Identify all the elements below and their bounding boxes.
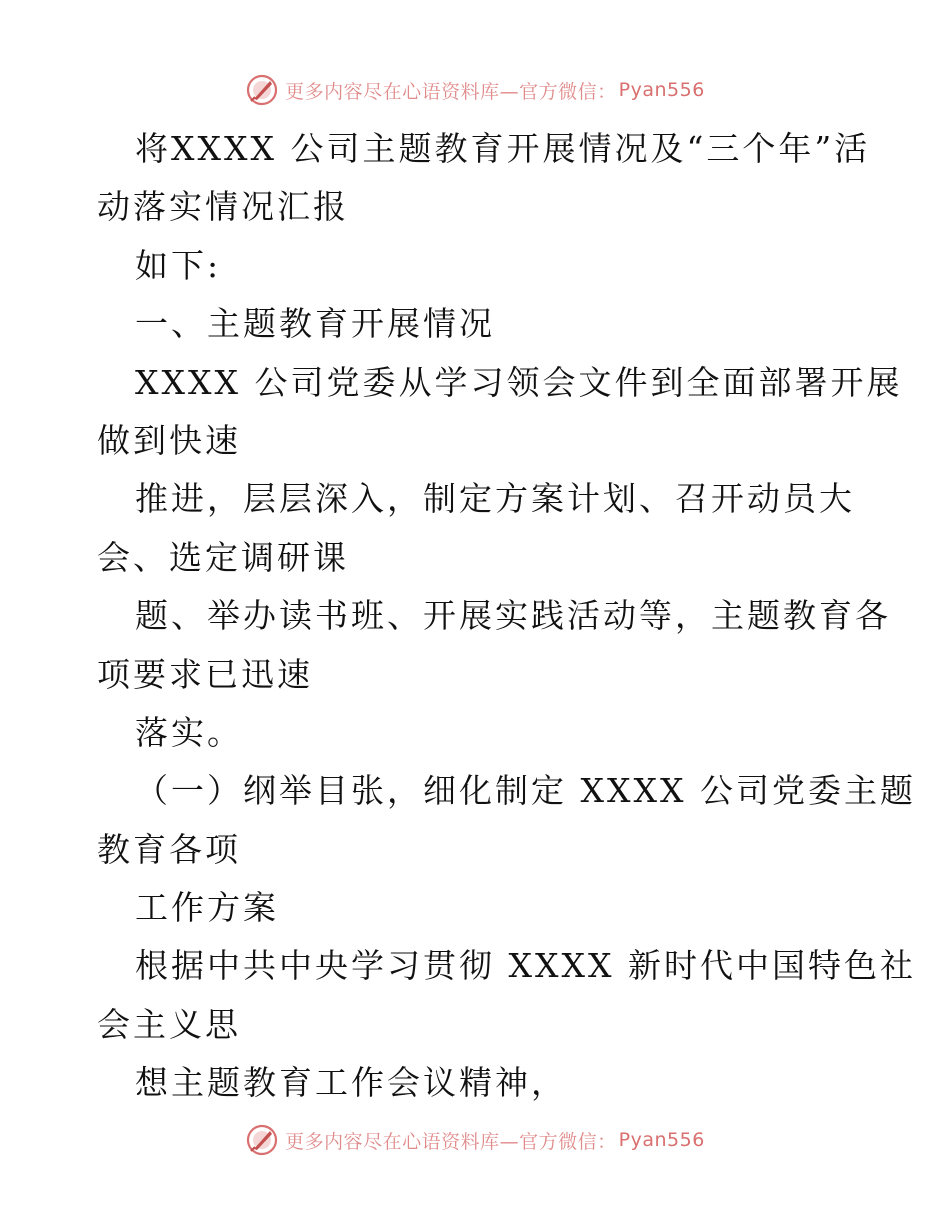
text-line: 做到快速 xyxy=(97,420,241,460)
text-line: 如下: xyxy=(135,245,222,285)
text-line: 题、举办读书班、开展实践活动等，主题教育各 xyxy=(135,596,891,636)
text-line: 工作方案 xyxy=(135,888,279,928)
document-body xyxy=(97,120,916,1113)
watermark-text: 更多内容尽在心语资料库—官方微信： xyxy=(285,1130,617,1153)
text-line: 教育各项 xyxy=(97,829,241,869)
text-line: 将XXXX 公司主题教育开展情况及“三个年”活 xyxy=(135,129,871,168)
watermark-wechat-id: Pyan556 xyxy=(618,79,705,101)
text-line: 会、选定调研课 xyxy=(97,537,349,577)
text-line: 想主题教育工作会议精神， xyxy=(135,1063,567,1103)
text-line: 会主义思 xyxy=(97,1004,241,1044)
text-line: XXXX 公司党委从学习领会文件到全面部署开展 xyxy=(135,362,903,402)
watermark-wechat-id: Pyan556 xyxy=(618,1129,705,1151)
text-line: 项要求已迅速 xyxy=(97,654,313,694)
watermark-text: 更多内容尽在心语资料库—官方微信： xyxy=(285,80,617,103)
text-line: 落实。 xyxy=(135,712,243,752)
watermark-footer xyxy=(0,1120,950,1160)
section-heading: 一、主题教育开展情况 xyxy=(135,304,495,344)
quill-seal-icon xyxy=(245,73,279,107)
watermark-header xyxy=(0,70,950,110)
subsection-heading: （一）纲举目张，细化制定 XXXX 公司党委主题 xyxy=(135,771,916,811)
quill-seal-icon xyxy=(245,1123,279,1157)
text-line: 推进，层层深入，制定方案计划、召开动员大 xyxy=(135,479,855,519)
text-line: 根据中共中央学习贯彻 XXXX 新时代中国特色社 xyxy=(135,946,916,986)
text-line: 动落实情况汇报 xyxy=(97,187,349,227)
